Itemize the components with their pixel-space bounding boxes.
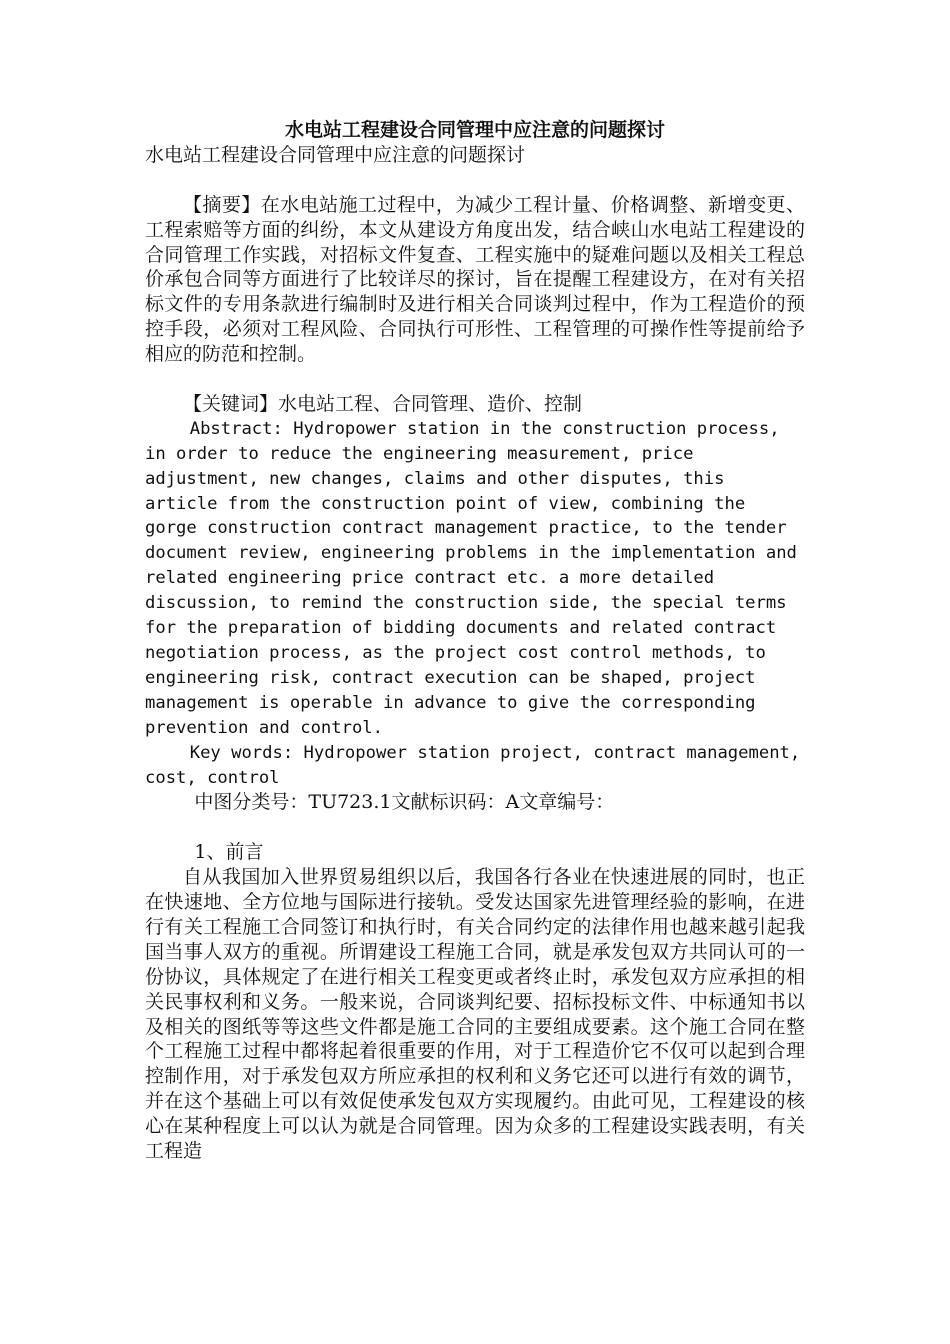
keywords-chinese: 【关键词】水电站工程、合同管理、造价、控制: [183, 392, 583, 415]
abstract-english: Abstract: Hydropower station in the construction process, in order to reduce the engineering measurement, price adjustment, new changes, claims and other disputes, this article from the construction point of view, combining the gorge construction contract management practice, to the tender document review, engineering problems in the implementation and related engineering price contract etc. a more detailed discussion, to remind the construction side, the special terms for the preparation of bidding documents and related contract negotiation process, as the project cost control methods, to engineering risk, contract execution can be shaped, project management is operable in advance to give the corresponding prevention and control.: [145, 418, 797, 738]
abstract-chinese: 【摘要】在水电站施工过程中，为减少工程计量、价格调整、新增变更、工程索赔等方面的纠纷，本文从建设方角度出发，结合峡山水电站工程建设的合同管理工作实践，对招标文件复查、工程实施中的疑难问题以及相关工程总价承包合同等方面进行了比较详尽的探讨，旨在提醒工程建设方，在对有关招标文件的专用条款进行编制时及进行相关合同谈判过程中，作为工程造价的预控手段，必须对工程风险、合同执行可形性、工程管理的可操作性等提前给予相应的防范和控制。: [145, 193, 805, 366]
spacer: [145, 168, 805, 193]
classification-line: 中图分类号：TU723.1文献标识码：A文章编号：: [194, 791, 615, 814]
document-title: 水电站工程建设合同管理中应注意的问题探讨: [284, 119, 665, 141]
spacer: [145, 815, 805, 840]
spacer: [145, 367, 805, 392]
section-heading: 1、前言: [194, 841, 264, 864]
document-page: [145, 118, 805, 1164]
section-body: 自从我国加入世界贸易组织以后，我国各行各业在快速进展的同时，也正在快速地、全方位地与国际进行接轨。受发达国家先进管理经验的影响，在进行有关工程施工合同签订和执行时，有关合同约定的法律作用也越来越引起我国当事人双方的重视。所谓建设工程施工合同，就是承发包双方共同认可的一份协议，具体规定了在进行相关工程变更或者终止时，承发包双方应承担的相关民事权利和义务。一般来说，合同谈判纪要、招标投标文件、中标通知书以及相关的图纸等等这些文件都是施工合同的主要组成要素。这个施工合同在整个工程施工过程中都将起着很重要的作用，对于工程造价它不仅可以起到合理控制作用，对于承发包双方所应承担的权利和义务它还可以进行有效的调节，并在这个基础上可以有效促使承发包双方实现履约。由此可见，工程建设的核心在某种程度上可以认为就是合同管理。因为众多的工程建设实践表明，有关工程造: [145, 866, 805, 1163]
document-subtitle: 水电站工程建设合同管理中应注意的问题探讨: [145, 143, 526, 166]
keywords-english: Key words: Hydropower station project, contract management, cost, control: [145, 742, 801, 788]
